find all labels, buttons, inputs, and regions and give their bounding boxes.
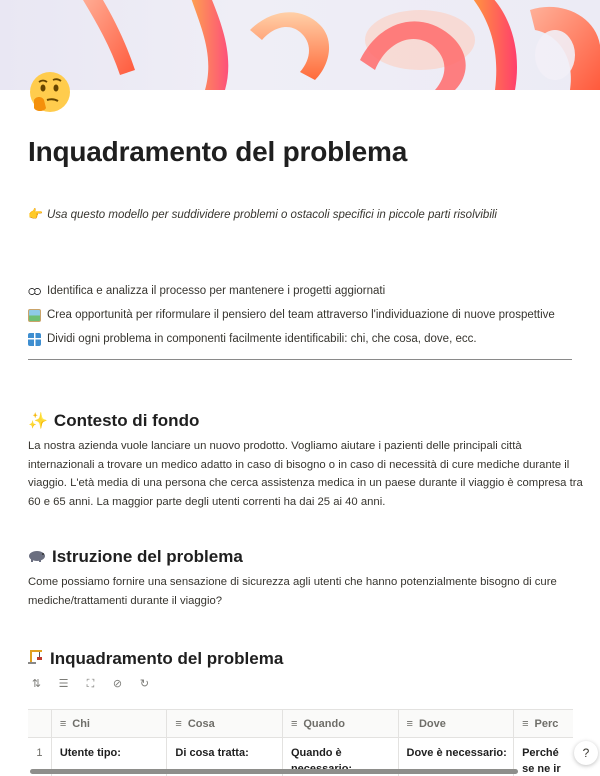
table-cell[interactable]: Perché se ne ir — [522, 747, 561, 775]
section-text-istruzione: Come possiamo fornire una sensazione di sicurezza agli utenti che hanno potenzialmente bisogno di cure mediche/trattamenti durante il viaggio? — [28, 576, 557, 607]
horizontal-scrollbar[interactable] — [30, 769, 518, 774]
list-item — [28, 279, 573, 303]
row-index-header — [28, 710, 52, 737]
construction-crane-icon — [28, 648, 44, 669]
text-property-icon: ≡ — [522, 717, 529, 730]
text-property-icon: ≡ — [290, 717, 298, 730]
row-index: 1 — [28, 738, 52, 776]
section-text-contesto: La nostra azienda vuole lanciare un nuovo prodotto. Vogliamo aiutare i pazienti delle principali città internazionali a trovare un medico adatto in caso di bisogno o in caso di necessità di cure mediche durante il viaggio. L'età media di una persona che cerca assistenza medica in un paese durante il viaggio è compresa tra 60 e 65 anni. La maggior parte degli utenti correnti ha dai 25 ai 40 anni. — [28, 440, 583, 508]
column-header[interactable]: ≡ Cosa — [167, 710, 283, 737]
grid-icon — [28, 333, 41, 346]
intro-list — [28, 279, 573, 351]
hippo-icon — [28, 547, 46, 567]
problem-table — [28, 709, 573, 776]
list-item — [28, 303, 573, 327]
eyes-icon — [28, 285, 41, 298]
list-item-text: Identifica e analizza il processo per mantenere i progetti aggiornati — [47, 285, 386, 297]
page-title: Inquadramento del problema — [28, 136, 408, 167]
column-header[interactable]: ≡ Perc — [514, 710, 573, 737]
column-header[interactable]: ≡ Dove — [399, 710, 515, 737]
table-cell[interactable]: Utente tipo: — [52, 738, 168, 776]
list-item-text: Dividi ogni problema in componenti facilmente identificabili: chi, che cosa, dove, ecc. — [47, 333, 477, 345]
table-cell[interactable]: Di cosa tratta: — [167, 738, 283, 776]
thinking-face-icon[interactable] — [28, 70, 72, 114]
picture-icon — [28, 309, 41, 322]
callout — [28, 208, 497, 221]
pointing-hand-icon: 👉 — [28, 207, 43, 221]
sort-icon[interactable]: ⇅ — [31, 678, 42, 690]
table-header-row — [28, 710, 573, 738]
expand-icon[interactable]: ⛶ — [86, 678, 95, 690]
text-property-icon: ≡ — [59, 717, 67, 730]
list-item-text: Crea opportunità per riformulare il pensiero del team attraverso l'individuazione di nuove prospettive — [47, 309, 555, 321]
automation-icon[interactable]: ↻ — [139, 678, 150, 690]
section-heading-contesto: ✨ Contesto di fondo — [28, 411, 200, 430]
hide-icon[interactable]: ⊘ — [112, 678, 123, 690]
text-property-icon: ≡ — [175, 717, 182, 730]
cover-image — [0, 0, 600, 90]
database-toolbar — [30, 678, 151, 691]
section-heading-inquadramento: Inquadramento del problema — [28, 648, 283, 669]
section-heading-istruzione: Istruzione del problema — [28, 547, 243, 567]
column-header[interactable]: ≡ Chi — [52, 710, 168, 737]
text-property-icon: ≡ — [406, 717, 413, 730]
sparkles-icon: ✨ — [28, 413, 48, 430]
table-cell[interactable]: Quando è — [283, 738, 399, 776]
column-header[interactable]: ≡ Quando — [283, 710, 399, 737]
filter-icon[interactable]: ☰ — [58, 678, 69, 690]
callout-text: Usa questo modello per suddividere problemi o ostacoli specifici in piccole parti risolvibili — [47, 208, 497, 221]
list-item — [28, 327, 573, 351]
table-cell[interactable]: Dove è necessario: — [399, 738, 515, 776]
divider — [28, 359, 572, 360]
help-button[interactable]: ? — [574, 741, 598, 765]
